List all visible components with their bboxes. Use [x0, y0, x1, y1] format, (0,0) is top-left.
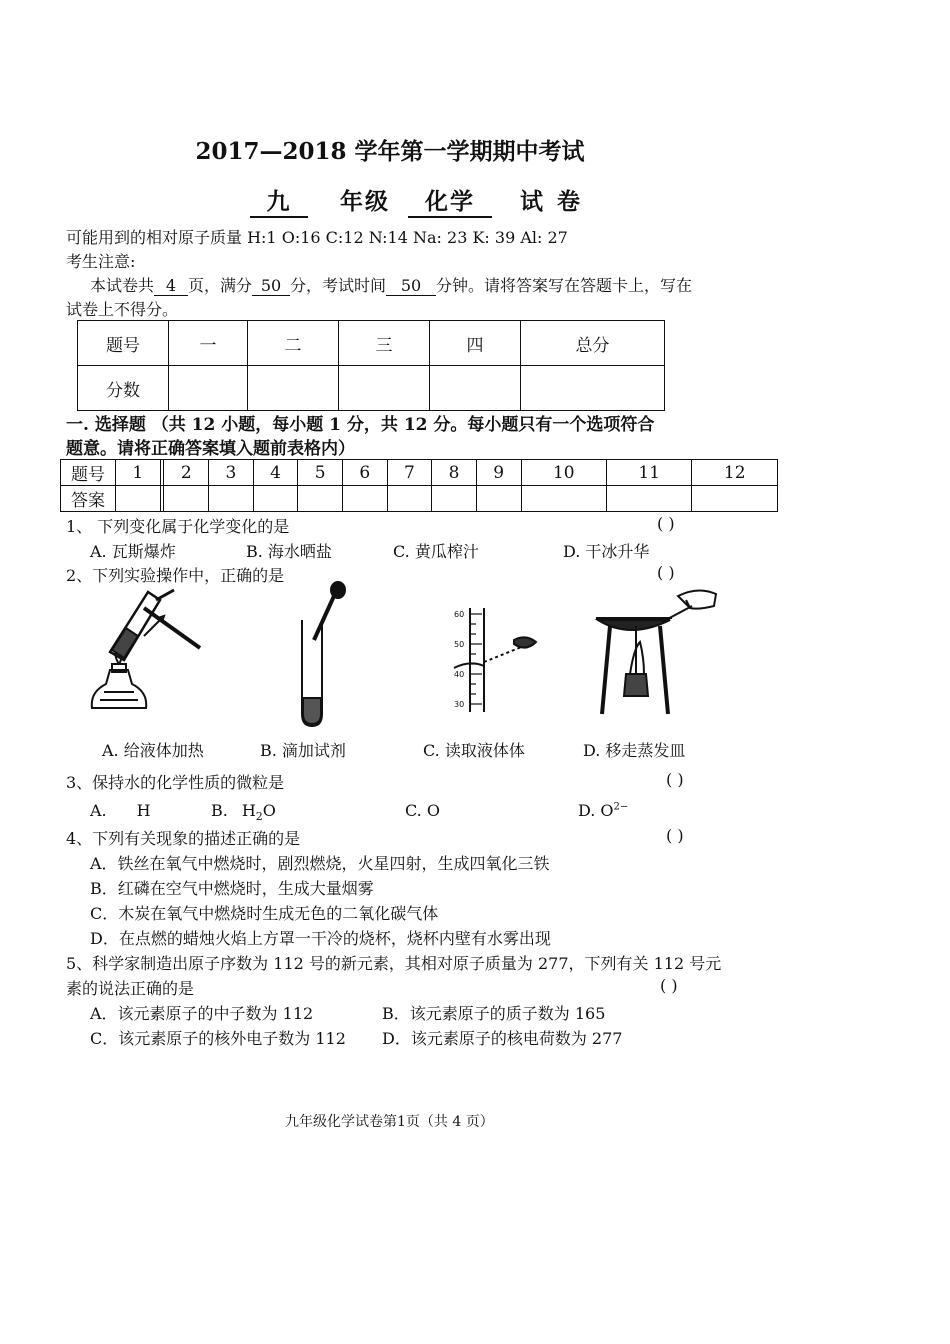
- answer-cell[interactable]: [342, 486, 387, 512]
- q5-answer-paren: ( ): [660, 976, 678, 995]
- answer-cell[interactable]: [209, 486, 254, 512]
- q1-answer-paren: ( ): [657, 514, 675, 533]
- notice-line-1: [90, 273, 692, 296]
- answer-number-cell: 11: [606, 460, 691, 486]
- answer-cell[interactable]: [476, 486, 521, 512]
- section1-line-2: 题意。请将正确答案填入题前表格内）: [66, 439, 355, 459]
- exam-title: 2017—2018 学年第一学期期中考试: [195, 138, 585, 165]
- score-row-label: 分数: [78, 366, 169, 411]
- answer-number-cell: 10: [521, 460, 606, 486]
- subject-value: 化学: [408, 183, 492, 218]
- answer-table: [60, 459, 778, 512]
- answer-cell[interactable]: [387, 486, 432, 512]
- scale-label: 60: [454, 610, 465, 619]
- notice-text-a: 本试卷共: [90, 276, 155, 295]
- scale-label: 50: [454, 640, 465, 649]
- answer-cell[interactable]: [116, 486, 161, 512]
- notice-text-d: 分钟。请将答案写在答题卡上，写在: [436, 276, 693, 295]
- score-cell[interactable]: [248, 366, 339, 411]
- answer-fill-row: [61, 486, 778, 512]
- q4-option-a: A．铁丝在氧气中燃烧时，剧烈燃烧，火星四射，生成四氧化三铁: [90, 854, 550, 873]
- time-value: 50: [386, 276, 436, 296]
- answer-number-cell: 8: [432, 460, 477, 486]
- scale-label: 30: [454, 700, 465, 709]
- q2-option-b: B. 滴加试剂: [260, 741, 346, 760]
- q3-option-b-o: O: [262, 801, 276, 820]
- q4-stem: 4、下列有关现象的描述正确的是: [66, 829, 301, 848]
- answer-number-cell: 2: [164, 460, 209, 486]
- q2-stem: 2、下列实验操作中，正确的是: [66, 566, 285, 585]
- score-table-score-row: [78, 366, 665, 411]
- answer-cell[interactable]: [432, 486, 477, 512]
- paper-label: 试卷: [520, 188, 595, 215]
- answer-cell[interactable]: [606, 486, 691, 512]
- answer-number-cell: 1: [116, 460, 161, 486]
- q1-option-c: C. 黄瓜榨汁: [393, 542, 479, 561]
- q2-answer-paren: ( ): [657, 563, 675, 582]
- answer-cell[interactable]: [521, 486, 606, 512]
- score-header-cell: 一: [169, 321, 248, 366]
- q5-option-a: A．该元素原子的中子数为 112: [90, 1004, 314, 1023]
- q3-option-b: [211, 801, 276, 823]
- answer-number-cell: 3: [209, 460, 254, 486]
- q3-option-a: [90, 801, 151, 820]
- exam-subtitle: [250, 183, 594, 218]
- q2-option-a: A. 给液体加热: [102, 741, 204, 760]
- q2-option-d: D. 移走蒸发皿: [583, 741, 686, 760]
- notice-text-c: 分，考试时间: [290, 276, 387, 295]
- answer-number-cell: 12: [692, 460, 778, 486]
- score-cell[interactable]: [521, 366, 665, 411]
- heating-liquid-figure: [82, 588, 212, 730]
- reading-volume-figure: [440, 604, 550, 716]
- score-header-cell: 三: [339, 321, 430, 366]
- section1-line-1: 一. 选择题 （共 12 小题，每小题 1 分，共 12 分。每小题只有一个选项符合: [66, 415, 655, 435]
- answer-row-label: 答案: [61, 486, 116, 512]
- q3-option-d-sup: 2−: [613, 801, 629, 813]
- answer-cell[interactable]: [253, 486, 298, 512]
- q5-stem-line-1: 5、科学家制造出原子序数为 112 号的新元素，其相对原子质量为 277，下列有关 112 号元: [66, 954, 722, 973]
- score-cell[interactable]: [339, 366, 430, 411]
- q5-option-d: D．该元素原子的核电荷数为 277: [382, 1029, 623, 1048]
- answer-number-cell: 6: [342, 460, 387, 486]
- q4-option-c: C．木炭在氧气中燃烧时生成无色的二氧化碳气体: [90, 904, 439, 923]
- q4-answer-paren: ( ): [666, 826, 684, 845]
- answer-number-cell: 5: [298, 460, 343, 486]
- q1-option-d: D. 干冰升华: [563, 542, 650, 561]
- scale-label: 40: [454, 670, 465, 679]
- answer-number-row: [61, 460, 778, 486]
- q3-option-a-value: H: [136, 801, 151, 820]
- q3-option-b-letter: B.: [211, 801, 228, 820]
- q3-option-d: [578, 801, 628, 820]
- score-table-header-row: [78, 321, 665, 366]
- answer-number-cell: 7: [387, 460, 432, 486]
- q1-option-b: B. 海水晒盐: [246, 542, 332, 561]
- answer-cell[interactable]: [164, 486, 209, 512]
- full-score-value: 50: [252, 276, 290, 296]
- q2-option-c: C. 读取液体体: [423, 741, 525, 760]
- dropping-reagent-figure: [292, 580, 352, 730]
- answer-number-cell: 9: [476, 460, 521, 486]
- q5-option-c: C．该元素原子的核外电子数为 112: [90, 1029, 346, 1048]
- q4-option-d: D．在点燃的蜡烛火焰上方罩一干冷的烧杯，烧杯内壁有水雾出现: [90, 929, 551, 948]
- q4-option-b: B．红磷在空气中燃烧时，生成大量烟雾: [90, 879, 374, 898]
- q3-stem: 3、保持水的化学性质的微粒是: [66, 773, 285, 792]
- q5-stem-line-2: 素的说法正确的是: [66, 979, 195, 998]
- score-cell[interactable]: [169, 366, 248, 411]
- grade-label: 年级: [340, 188, 391, 215]
- pages-value: 4: [154, 276, 188, 296]
- answer-cell[interactable]: [298, 486, 343, 512]
- q3-option-d-text: D. O: [578, 801, 614, 820]
- score-cell[interactable]: [430, 366, 521, 411]
- notice-text-b: 页，满分: [188, 276, 253, 295]
- q3-option-a-letter: A.: [90, 801, 107, 820]
- score-header-cell: 二: [248, 321, 339, 366]
- q3-answer-paren: ( ): [666, 770, 684, 789]
- q1-option-a: A. 瓦斯爆炸: [90, 542, 176, 561]
- page-footer: 九年级化学试卷第1页（共 4 页）: [285, 1114, 494, 1130]
- q5-option-b: B．该元素原子的质子数为 165: [382, 1004, 606, 1023]
- notice-line-2: 试卷上不得分。: [66, 300, 179, 319]
- score-header-cell: 题号: [78, 321, 169, 366]
- score-header-cell: 总分: [521, 321, 665, 366]
- score-table: [77, 320, 665, 411]
- answer-cell[interactable]: [692, 486, 778, 512]
- evaporating-dish-figure: [590, 586, 730, 718]
- score-header-cell: 四: [430, 321, 521, 366]
- answer-row-label: 题号: [61, 460, 116, 486]
- atomic-masses: 可能用到的相对原子质量 H:1 O:16 C:12 N:14 Na: 23 K: 39 Al: 27: [66, 228, 568, 247]
- q1-stem: 1、 下列变化属于化学变化的是: [66, 517, 290, 536]
- q3-option-b-sub: 2: [255, 810, 263, 824]
- q3-option-c: C. O: [405, 801, 440, 820]
- answer-number-cell: 4: [253, 460, 298, 486]
- q3-option-b-h: H: [241, 801, 256, 820]
- grade-value: 九: [250, 183, 308, 218]
- notice-heading: 考生注意:: [66, 252, 136, 271]
